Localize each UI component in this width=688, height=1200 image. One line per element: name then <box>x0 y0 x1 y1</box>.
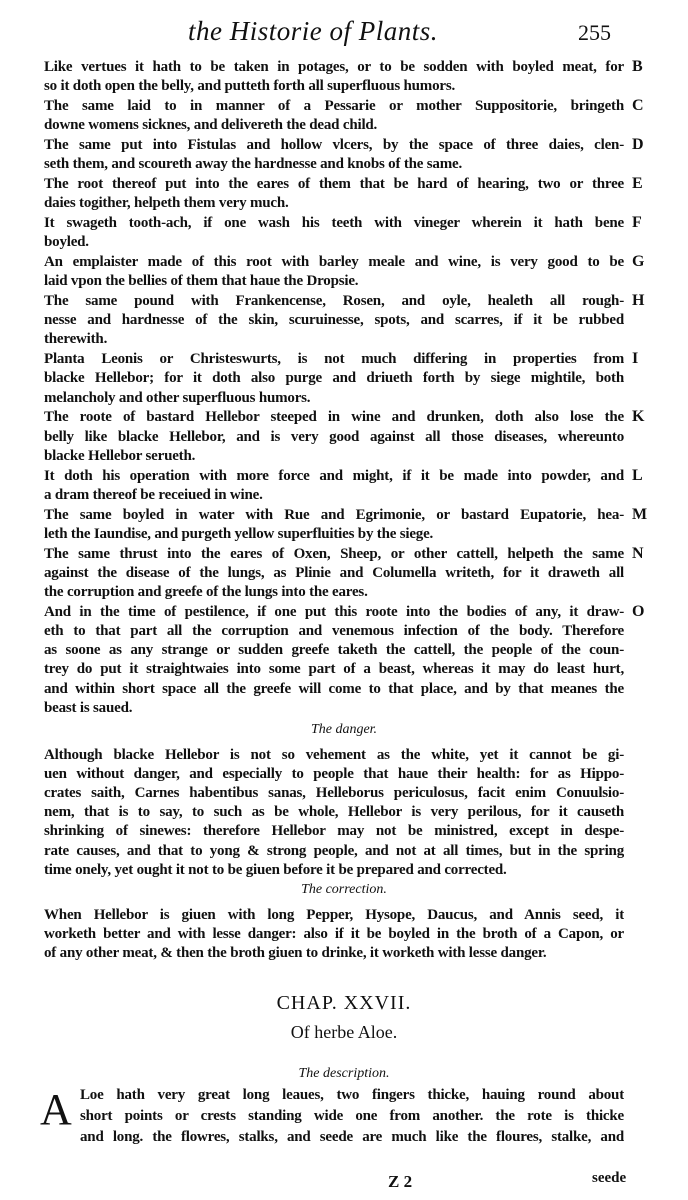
running-title: the Historie of Plants. <box>188 16 438 46</box>
danger-line: Although blacke Hellebor is not so vehement as the white, yet it cannot be gi- <box>44 746 624 763</box>
paragraph-line: beast is saued. <box>44 699 133 716</box>
margin-letter: G <box>632 253 645 270</box>
paragraph-line: blacke Hellebor; for it doth also purge and driueth forth by siege mightile, both <box>44 370 624 387</box>
paragraph-line: blacke Hellebor serueth. <box>44 447 196 464</box>
paragraph-line: melancholy and other superfluous humors. <box>44 389 311 406</box>
description-line: short points or crests standing wide one from another. the rote is thicke <box>80 1108 624 1124</box>
paragraph-line: leth the Iaundise, and purgeth yellow superfluities by the siege. <box>44 525 434 542</box>
paragraph-line: And in the time of pestilence, if one put this roote into the bodies of any, it draw- <box>44 603 624 620</box>
catchword: seede <box>592 1170 627 1186</box>
chapter-subtitle: Of herbe Aloe. <box>290 1022 398 1042</box>
danger-line: rate causes, and that to yong & strong people, and not at all times, but in the spring <box>44 842 624 859</box>
paragraph-line: so it doth open the belly, and putteth forth all superfluous humors. <box>44 78 456 95</box>
margin-letter: L <box>632 466 643 484</box>
danger-line: nem, that is to say, to such as be whole, Hellebor is very perilous, for it causeth <box>44 804 624 821</box>
margin-letter: F <box>632 214 642 231</box>
section-heading-description: The description. <box>298 1066 390 1081</box>
paragraph-line: as soone as any strange or sudden greefe taketh the cattell, the people of the coun- <box>44 642 624 659</box>
paragraph-line: The root thereof put into the eares of them that be hard of hearing, two or three <box>44 176 624 192</box>
margin-letter: D <box>632 136 644 153</box>
section-heading-correction: The correction. <box>301 882 387 897</box>
correction-line: of any other meat, & then the broth giuen to drinke, it worketh with lesse danger. <box>44 945 547 962</box>
paragraph-line: The same boyled in water with Rue and Egrimonie, or bastard Eupatorie, hea- <box>44 506 624 523</box>
danger-line: time onely, yet ought it not to be giuen before it be prepared and corrected. <box>44 861 507 878</box>
margin-letter: E <box>632 175 643 192</box>
correction-line: worketh better and with lesse danger: also if it be boyled in the broth of a Capon, or <box>44 926 624 943</box>
margin-letter: C <box>632 97 644 114</box>
paragraph-line: daies togither, helpeth them very much. <box>44 195 289 212</box>
paragraph-line: the corruption and greefe of the lungs into the eares. <box>44 584 368 600</box>
paragraph-line: It doth his operation with more force and might, if it be made into powder, and <box>44 467 624 484</box>
page-number: 255 <box>578 20 611 45</box>
paragraph-line: The same thrust into the eares of Oxen, Sheep, or other cattell, helpeth the same <box>44 545 624 562</box>
paragraph-line: An emplaister made of this root with barley meale and wine, is very good to be <box>44 254 624 270</box>
paragraph-line: and within short space all the greefe will come to that place, and by that meanes the <box>44 680 624 697</box>
paragraph-line: seth them, and scoureth away the hardnesse and knobs of the same. <box>44 156 463 173</box>
paragraph-line: The same put into Fistulas and hollow vlcers, by the space of three daies, clen- <box>44 137 624 153</box>
paragraph-line: nesse and hardnesse of the skin, scuruinesse, spots, and scarres, if it be rubbed <box>44 312 624 329</box>
paragraph-line: downe womens sicknes, and delivereth the dead child. <box>44 117 378 134</box>
paragraph-line: a dram thereof be receiued in wine. <box>44 486 263 503</box>
drop-cap: A <box>40 1085 72 1134</box>
margin-letter: O <box>632 602 645 620</box>
paragraph-line: eth to that part all the corruption and venemous infection of the body. Therefore <box>44 623 624 639</box>
danger-line: uen without danger, and especially to people that haue their health: for as Hippo- <box>44 765 624 782</box>
paragraph-line: against the disease of the lungs, as Plinie and Columella writeth, for it draweth all <box>44 564 624 581</box>
danger-line: shrinking of sinewes: therefore Hellebor may not be ministred, except in despe- <box>44 823 624 840</box>
margin-letter: I <box>632 350 639 368</box>
signature-mark: Z 2 <box>388 1172 413 1191</box>
description-line: Loe hath very great long leaues, two fingers thicke, hauing round about <box>80 1087 624 1103</box>
chapter-title: CHAP. XXVII. <box>276 992 412 1014</box>
danger-line: crates saith, Carnes habentibus sanas, Helleborus periculosus, facit enim Conuulsio- <box>44 785 624 801</box>
paragraph-line: The roote of bastard Hellebor steeped in wine and drunken, doth also lose the <box>44 409 624 426</box>
paragraph-line: It swageth tooth-ach, if one wash his teeth with vineger wherein it hath bene <box>44 215 624 231</box>
paragraph-line: therewith. <box>44 331 108 348</box>
paragraph-line: Like vertues it hath to be taken in potages, or to be sodden with boyled meat, for <box>44 59 624 75</box>
paragraph-line: The same laid to in manner of a Pessarie or mother Suppositorie, bringeth <box>44 98 624 114</box>
paragraph-line: boyled. <box>44 234 89 251</box>
paragraph-line: belly like blacke Hellebor, and is very good against all those diseases, whereunto <box>44 428 624 445</box>
margin-letter: K <box>632 408 645 426</box>
description-line: and long. the flowres, stalks, and seede are much like the floures, stalke, and <box>80 1129 624 1145</box>
correction-line: When Hellebor is giuen with long Pepper, Hysope, Daucus, and Annis seed, it <box>44 907 624 923</box>
margin-letter: N <box>632 544 644 562</box>
paragraph-line: trey do put it straightwaies into some part of a beast, whereas it may do least hurt, <box>44 661 624 678</box>
margin-letter: H <box>632 292 645 309</box>
paragraph-line: Planta Leonis or Christeswurts, is not much differing in properties from <box>44 351 624 368</box>
margin-letter: M <box>632 505 648 523</box>
paragraph-line: The same pound with Frankencense, Rosen, and oyle, healeth all rough- <box>44 293 624 309</box>
paragraph-line: laid vpon the bellies of them that haue the Dropsie. <box>44 273 359 290</box>
margin-letter: B <box>632 58 643 75</box>
section-heading-danger: The danger. <box>310 721 378 737</box>
